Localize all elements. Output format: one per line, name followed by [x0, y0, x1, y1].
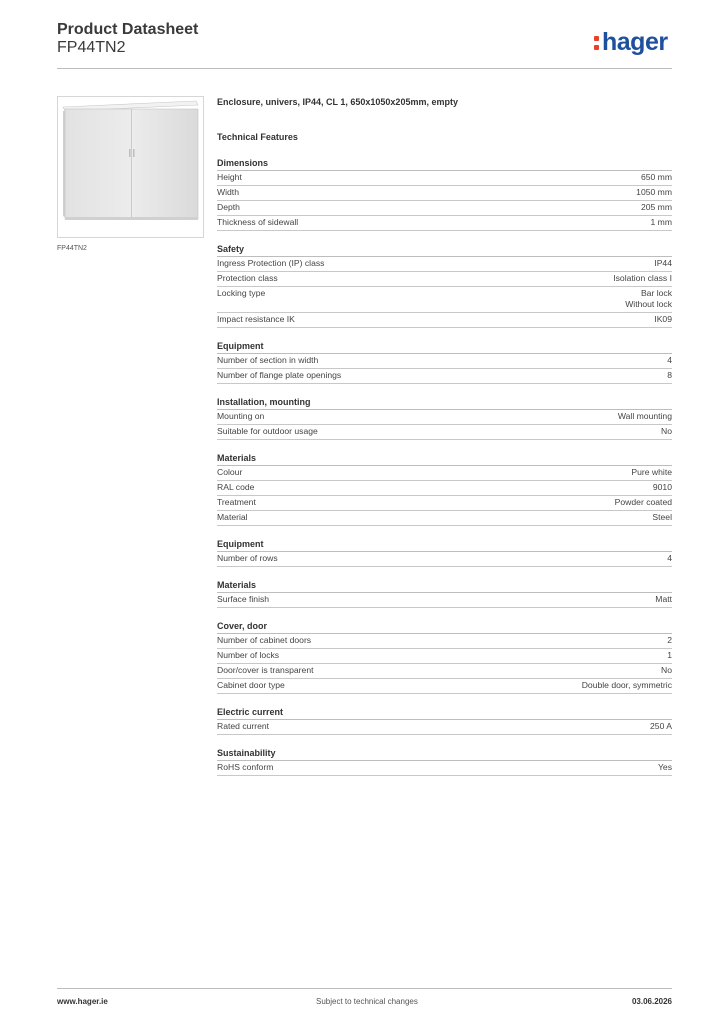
- feature-label: Number of flange plate openings: [217, 370, 342, 380]
- feature-section: [217, 538, 672, 567]
- feature-value: [652, 512, 672, 523]
- logo-text: hager: [602, 28, 668, 56]
- feature-row: [217, 216, 672, 231]
- feature-row: [217, 720, 672, 735]
- feature-value-line: Bar lock: [640, 288, 672, 298]
- section-heading: Safety: [217, 243, 672, 257]
- section-heading: Equipment: [217, 340, 672, 354]
- feature-row: [217, 186, 672, 201]
- feature-value-line: Yes: [657, 762, 672, 772]
- feature-section: [217, 340, 672, 384]
- feature-value-line: 1 mm: [650, 217, 672, 227]
- feature-value-line: Pure white: [631, 467, 672, 477]
- feature-section: [217, 157, 672, 231]
- feature-label: Suitable for outdoor usage: [217, 426, 318, 436]
- feature-value-line: Wall mounting: [617, 411, 672, 421]
- section-heading: Installation, mounting: [217, 396, 672, 410]
- feature-value-line: IK09: [654, 314, 672, 324]
- feature-label: Protection class: [217, 273, 278, 283]
- feature-row: [217, 171, 672, 186]
- feature-value-line: 650 mm: [640, 172, 672, 182]
- technical-features-heading: Technical Features: [217, 132, 298, 142]
- feature-section: [217, 452, 672, 526]
- feature-value-line: No: [661, 426, 672, 436]
- section-heading: Sustainability: [217, 747, 672, 761]
- feature-row: [217, 466, 672, 481]
- feature-label: Impact resistance IK: [217, 314, 295, 324]
- feature-value: [661, 665, 672, 676]
- feature-value: [636, 187, 672, 198]
- feature-value-line: Matt: [655, 594, 672, 604]
- feature-value-line: 1050 mm: [636, 187, 672, 197]
- feature-label: Thickness of sidewall: [217, 217, 299, 227]
- feature-section: [217, 620, 672, 694]
- feature-row: [217, 369, 672, 384]
- feature-label: Height: [217, 172, 242, 182]
- feature-label: Mounting on: [217, 411, 265, 421]
- feature-value: [653, 482, 672, 493]
- feature-label: Material: [217, 512, 248, 522]
- feature-section: [217, 706, 672, 735]
- footer-notice: Subject to technical changes: [316, 997, 418, 1006]
- feature-label: Depth: [217, 202, 240, 212]
- enclosure-illustration-icon: [58, 97, 203, 237]
- feature-value-line: 8: [667, 370, 672, 380]
- feature-label: Rated current: [217, 721, 270, 731]
- feature-value: [655, 594, 672, 605]
- feature-label: Locking type: [217, 288, 266, 298]
- feature-row: [217, 679, 672, 694]
- section-heading: Materials: [217, 579, 672, 593]
- feature-label: Number of rows: [217, 553, 278, 563]
- feature-row: [217, 354, 672, 369]
- image-caption: FP44TN2: [57, 245, 87, 252]
- feature-value-line: Double door, symmetric: [581, 680, 672, 690]
- feature-value-line: 250 A: [650, 721, 672, 731]
- footer-divider: [57, 988, 672, 989]
- feature-value: [661, 426, 672, 437]
- feature-section: [217, 579, 672, 608]
- feature-value: [667, 635, 672, 646]
- feature-sections: [217, 157, 672, 776]
- product-image: [57, 96, 204, 238]
- feature-value: [654, 258, 672, 269]
- datasheet-content: [217, 96, 672, 776]
- feature-value-line: 1: [667, 650, 672, 660]
- logo-dots-icon: [594, 36, 599, 51]
- feature-value: [641, 172, 672, 183]
- feature-label: Ingress Protection (IP) class: [217, 258, 325, 268]
- section-heading: Dimensions: [217, 157, 672, 171]
- feature-value-line: 4: [667, 553, 672, 563]
- feature-label: Colour: [217, 467, 243, 477]
- feature-label: Treatment: [217, 497, 256, 507]
- feature-value: [667, 650, 672, 661]
- feature-value: [625, 288, 672, 310]
- feature-row: [217, 257, 672, 272]
- feature-value: [651, 217, 672, 228]
- feature-value-line: No: [661, 665, 672, 675]
- section-heading: Materials: [217, 452, 672, 466]
- feature-value: [631, 467, 672, 478]
- feature-value-line: 9010: [652, 482, 672, 492]
- feature-row: [217, 593, 672, 608]
- feature-label: Number of locks: [217, 650, 280, 660]
- feature-row: [217, 410, 672, 425]
- feature-value: [615, 497, 672, 508]
- feature-row: [217, 761, 672, 776]
- feature-value-line: IP44: [654, 258, 672, 268]
- feature-label: Width: [217, 187, 239, 197]
- feature-value-line: 4: [667, 355, 672, 365]
- feature-row: [217, 481, 672, 496]
- header-divider: [57, 68, 672, 69]
- feature-value-line: 2: [667, 635, 672, 645]
- feature-value: [641, 202, 672, 213]
- feature-label: Number of cabinet doors: [217, 635, 312, 645]
- product-description: Enclosure, univers, IP44, CL 1, 650x1050x205mm, empty: [217, 97, 458, 107]
- section-heading: Electric current: [217, 706, 672, 720]
- feature-value: [618, 411, 672, 422]
- feature-value-line: Without lock: [625, 299, 672, 309]
- feature-value: [667, 553, 672, 564]
- website-link[interactable]: www.hager.ie: [57, 997, 108, 1006]
- feature-row: [217, 496, 672, 511]
- feature-label: Door/cover is transparent: [217, 665, 314, 675]
- section-heading: Cover, door: [217, 620, 672, 634]
- feature-value: [582, 680, 672, 691]
- feature-section: [217, 396, 672, 440]
- feature-label: Number of section in width: [217, 355, 319, 365]
- feature-value: [667, 370, 672, 381]
- feature-value: [613, 273, 672, 284]
- feature-row: [217, 201, 672, 216]
- feature-value-line: 205 mm: [640, 202, 672, 212]
- feature-row: [217, 552, 672, 567]
- footer-date: 03.06.2026: [631, 997, 672, 1006]
- feature-value-line: Steel: [652, 512, 672, 522]
- feature-row: [217, 425, 672, 440]
- feature-value: [654, 314, 672, 325]
- feature-row: [217, 511, 672, 526]
- feature-value: [650, 721, 672, 732]
- feature-section: [217, 243, 672, 328]
- feature-row: [217, 287, 672, 313]
- feature-label: RAL code: [217, 482, 255, 492]
- feature-row: [217, 649, 672, 664]
- feature-value-line: Isolation class I: [613, 273, 672, 283]
- feature-row: [217, 313, 672, 328]
- feature-row: [217, 634, 672, 649]
- feature-value-line: Powder coated: [614, 497, 672, 507]
- feature-row: [217, 664, 672, 679]
- feature-label: RoHS conform: [217, 762, 274, 772]
- feature-label: Surface finish: [217, 594, 270, 604]
- feature-row: [217, 272, 672, 287]
- feature-value: [667, 355, 672, 366]
- page-title: Product Datasheet: [57, 21, 199, 38]
- feature-value: [658, 762, 672, 773]
- section-heading: Equipment: [217, 538, 672, 552]
- product-code: FP44TN2: [57, 39, 126, 56]
- feature-section: [217, 747, 672, 776]
- feature-label: Cabinet door type: [217, 680, 285, 690]
